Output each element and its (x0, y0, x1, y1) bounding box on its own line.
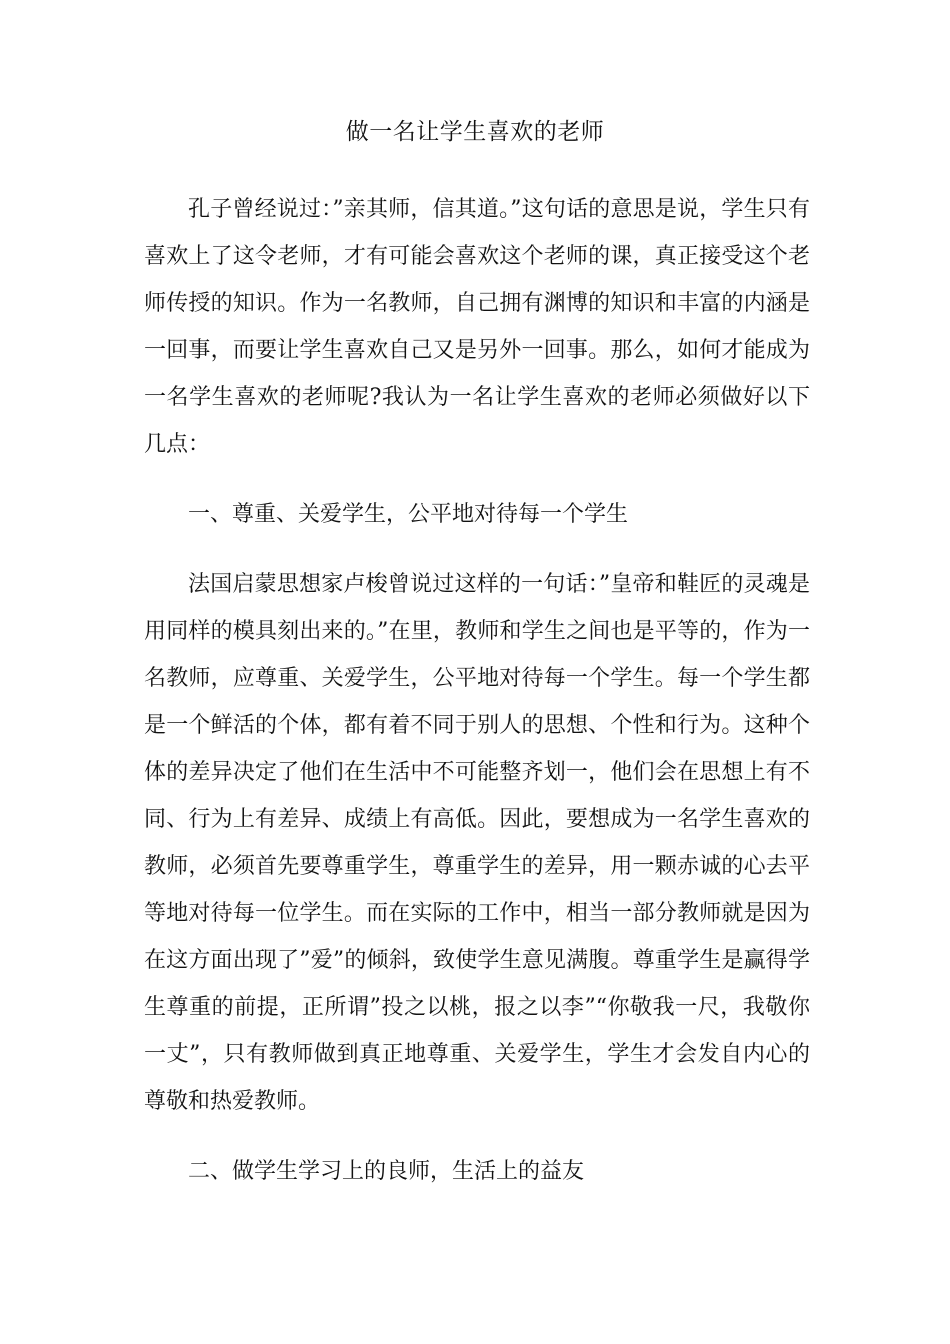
document-body (144, 186, 810, 1195)
section-heading-1: 一、尊重、关爱学生，公平地对待每一个学生 (188, 502, 629, 527)
intro-paragraph: 孔子曾经说过：”亲其师，信其道。”这句话的意思是说，学生只有喜欢上了这令老师，才有可能会喜欢这个老师的课，真正接受这个老师传授的知识。作为一名教师，自己拥有渊博的知识和丰富的内涵是一回事，而要让学生喜欢自己又是另外一回事。那么，如何才能成为一名学生喜欢的老师呢?我认为一名让学生喜欢的老师必须做好以下几点： (144, 197, 810, 457)
section-heading-2: 二、做学生学习上的良师，生活上的益友 (188, 1159, 585, 1184)
document-title: 做一名让学生喜欢的老师 (345, 119, 605, 145)
section-1-paragraph: 法国启蒙思想家卢梭曾说过这样的一句话：”皇帝和鞋匠的灵魂是用同样的模具刻出来的。”在里，教师和学生之间也是平等的，作为一名教师，应尊重、关爱学生，公平地对待每一个学生。每一个学生都是一个鲜活的个体，都有着不同于别人的思想、个性和行为。这种个体的差异决定了他们在生活中不可能整齐划一，他们会在思想上有不同、行为上有差异、成绩上有高低。因此，要想成为一名学生喜欢的教师，必须首先要尊重学生，尊重学生的差异，用一颗赤诚的心去平等地对待每一位学生。而在实际的工作中，相当一部分教师就是因为在这方面出现了”爱”的倾斜，致使学生意见满腹。尊重学生是赢得学生尊重的前提，正所谓”投之以桃，报之以李”“你敬我一尺，我敬你一丈”，只有教师做到真正地尊重、关爱学生，学生才会发自内心的尊敬和热爱教师。 (144, 572, 810, 1114)
